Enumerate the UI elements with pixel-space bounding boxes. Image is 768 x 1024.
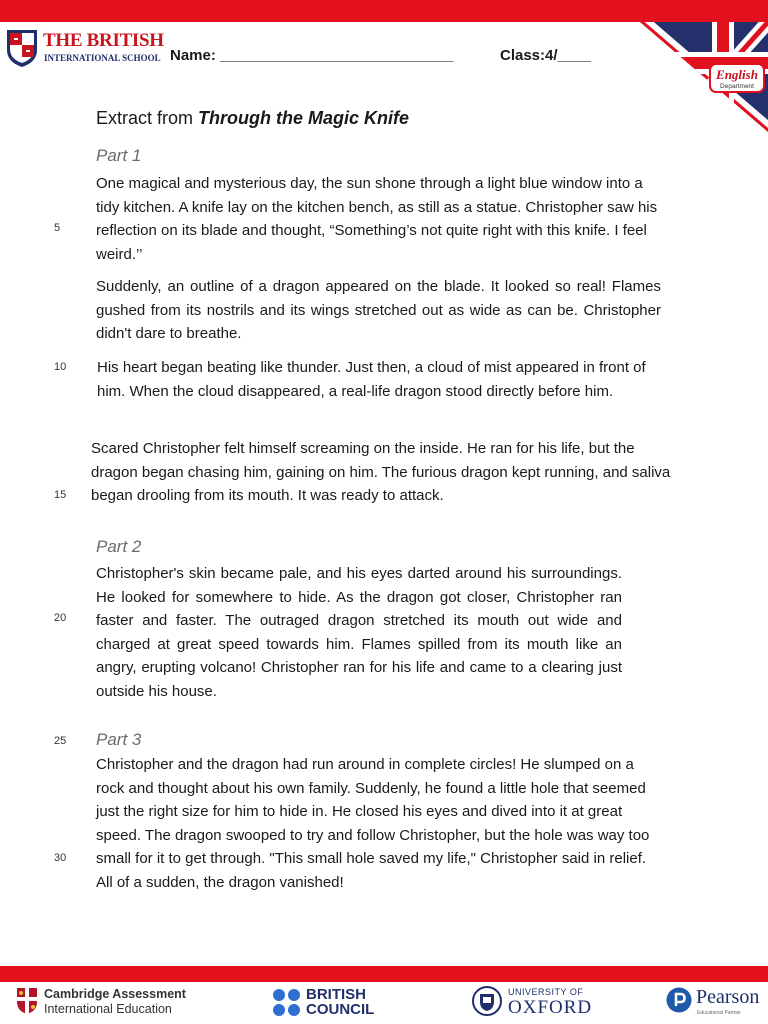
- pearson-logo: [666, 984, 762, 1020]
- paragraph: One magical and mysterious day, the sun shone through a light blue window into a tidy kitchen. A knife lay on the kitchen bench, as still as a statue. Christopher saw his reflection on its blade and thought, “Something’s not quite right with this knife. I feel weird.’’: [96, 175, 658, 263]
- line-number: 15: [54, 489, 67, 501]
- school-crest-icon: [5, 28, 39, 68]
- cambridge-logo: [16, 984, 196, 1020]
- extract-title: [96, 108, 409, 129]
- department-badge-subtitle: Department: [720, 83, 754, 90]
- oxford-line1: UNIVERSITY OF: [508, 987, 584, 997]
- line-number: 10: [54, 361, 67, 373]
- paragraph: Suddenly, an outline of a dragon appeared on the blade. It looked so real! Flames gushed from its nostrils and its wings stretched out as wide as can be. Christopher didn't dare to breathe.: [96, 278, 661, 342]
- paragraph: Scared Christopher felt himself screaming on the inside. He ran for his life, but the dragon began chasing him, gaining on him. The furious dragon kept running, and saliva began drooling from its mouth. It was ready to attack.: [91, 440, 671, 504]
- line-number: 30: [54, 852, 67, 864]
- department-badge-title: English: [716, 67, 758, 82]
- line-number: 20: [54, 612, 67, 624]
- pearson-p-icon: [666, 987, 692, 1013]
- part-2-heading: Part 2: [96, 537, 142, 556]
- british-council-logo: [272, 984, 392, 1020]
- oxford-line2: OXFORD: [508, 997, 593, 1018]
- student-name-field[interactable]: Name: ____________________________: [170, 47, 454, 64]
- cambridge-line1: Cambridge Assessment: [44, 987, 186, 1001]
- cambridge-line2: International Education: [44, 1002, 172, 1016]
- union-flag-department-badge: [640, 22, 768, 132]
- oxford-crest-icon: [472, 984, 502, 1018]
- line-number: 5: [54, 222, 61, 234]
- paragraph: His heart began beating like thunder. Just then, a cloud of mist appeared in front of him. When the cloud disappeared, a real-life dragon stood directly before him.: [97, 359, 646, 400]
- british-council-line2: COUNCIL: [306, 1001, 375, 1018]
- paragraph: Christopher's skin became pale, and his eyes darted around his surroundings. He looked for somewhere to hide. As the dragon got closer, Christopher ran faster and faster. The outraged dragon stretched its mouth out wide and charged at great speed towards him. Flames spilled from its mouth like an angry, erupting volcano! Christopher ran for his life and came to a clearing just outside his house.: [96, 565, 622, 700]
- extract-title-prefix: Extract from: [96, 108, 199, 128]
- school-name: THE BRITISH: [43, 30, 164, 51]
- school-subtitle: INTERNATIONAL SCHOOL: [44, 53, 161, 63]
- pearson-line1: Pearson: [696, 986, 760, 1008]
- oxford-logo: [472, 984, 602, 1020]
- class-field[interactable]: Class:4/____: [500, 47, 591, 64]
- british-council-dots-icon: [272, 988, 302, 1018]
- part-1-heading: Part 1: [96, 146, 142, 165]
- header-red-bar: [0, 0, 768, 22]
- school-logo: [5, 28, 165, 68]
- paragraph: Christopher and the dragon had run around in complete circles! He slumped on a rock and thought about his own family. Suddenly, he found a little hole that seemed just the right size for him to hide in. He closed his eyes and dived into it at great speed. The dragon swooped to try and follow Christopher, but the hole was way too small for it to get through. "This small hole saved my life," Christopher said in relief. All of a sudden, the dragon vanished!: [96, 756, 650, 891]
- footer-red-bar: [0, 966, 768, 982]
- pearson-line2: Educational Partner: [697, 1010, 741, 1016]
- british-council-line1: BRITISH: [306, 986, 366, 1003]
- part-3-heading: Part 3: [96, 730, 142, 749]
- book-title: Through the Magic Knife: [198, 108, 410, 128]
- cambridge-shield-icon: [16, 987, 38, 1015]
- line-number: 25: [54, 735, 67, 747]
